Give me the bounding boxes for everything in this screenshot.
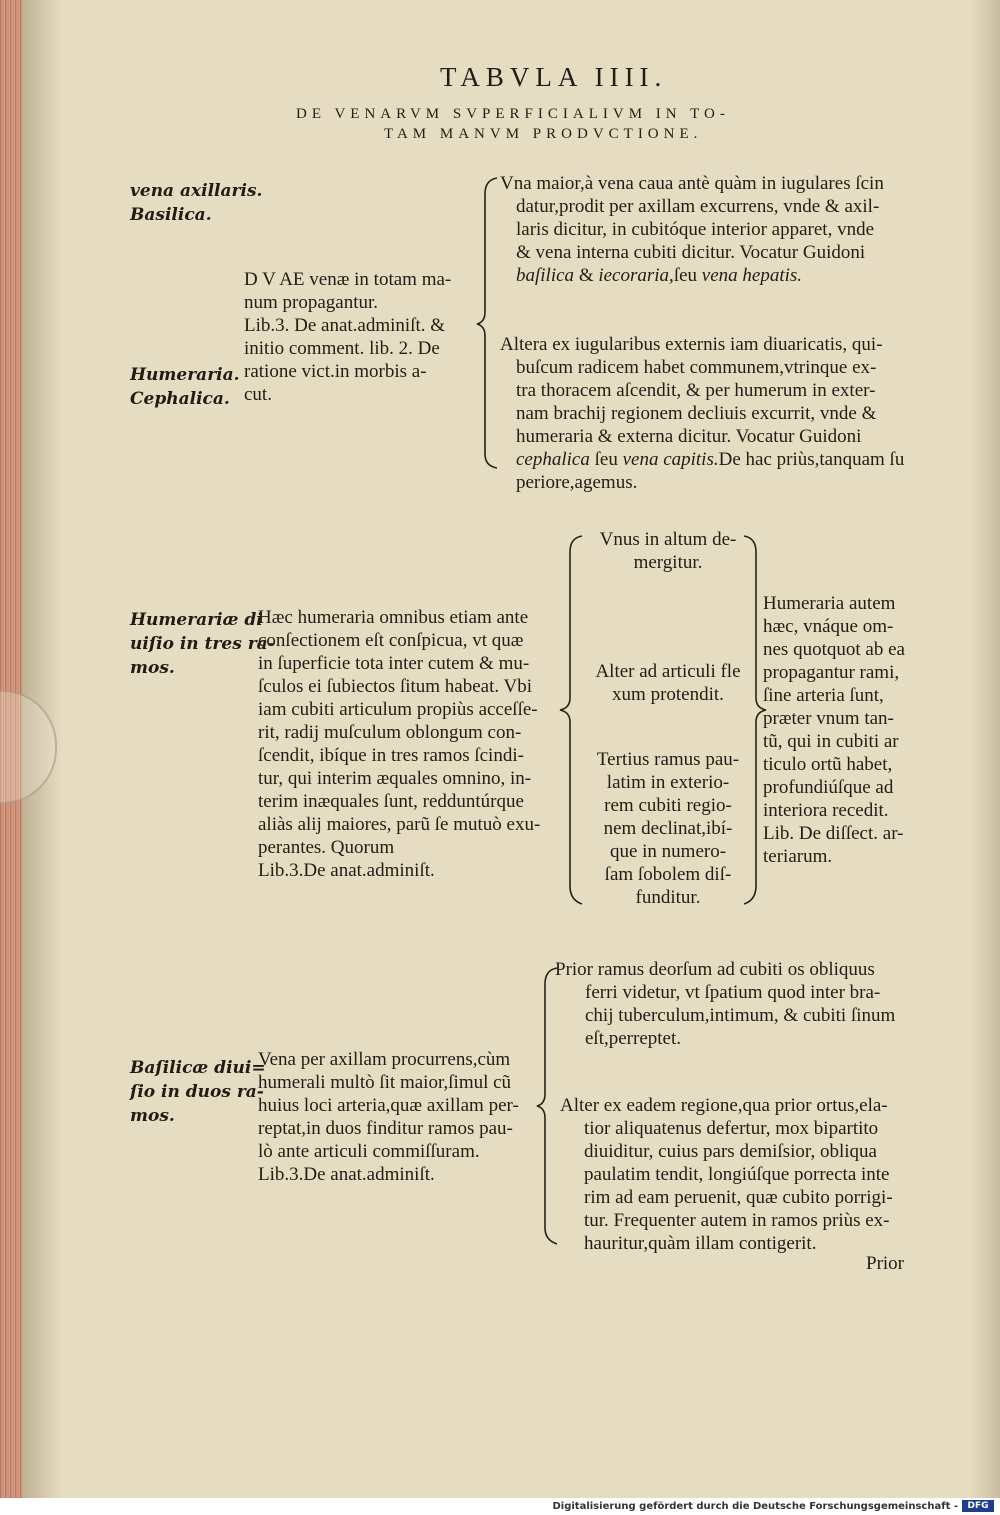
- text-line: huius loci arteria,quæ axillam per-: [258, 1095, 519, 1116]
- text-line: ferri videtur, vt ſpatium quod inter bra-: [585, 982, 881, 1003]
- footer-text: Digitalisierung gefördert durch die Deutsche Forschungsgemeinschaft -: [552, 1501, 958, 1512]
- text-line: præter vnum tan-: [763, 708, 894, 729]
- text-line: [500, 448, 930, 471]
- branch-vnus: [578, 528, 758, 574]
- text-line: conſectionem eſt conſpicua, vt quæ: [258, 630, 524, 651]
- text-line: & vena interna cubiti dicitur. Vocatur Guidoni: [516, 242, 866, 263]
- section3-right-b: [560, 1094, 940, 1255]
- margin-label-cephalica: Cephalica.: [130, 389, 230, 409]
- text-line: eſt,perreptet.: [585, 1028, 682, 1049]
- text-line: ratione vict.in morbis a-: [244, 361, 427, 382]
- text-line: Vena per axillam procurrens,cùm: [258, 1049, 511, 1070]
- text-run: De hac priùs,tanquam ſu: [718, 449, 905, 470]
- text-line: Alter ad articuli fle: [595, 661, 741, 682]
- text-run: ſeu: [589, 449, 623, 470]
- text-line: in ſuperficie tota inter cutem & mu-: [258, 653, 530, 674]
- label-line: ſio in duos ra-: [130, 1082, 264, 1102]
- text-line: Prior ramus deorſum ad cubiti os obliquus: [555, 959, 875, 980]
- catchword: Prior: [866, 1253, 904, 1274]
- text-line: mergitur.: [633, 552, 703, 573]
- text-line: tior aliquatenus defertur, mox bipartito: [584, 1118, 879, 1139]
- section2-right-text: [763, 592, 963, 868]
- text-line: latim in exterio-: [606, 772, 730, 793]
- text-line: perantes. Quorum: [258, 837, 395, 858]
- text-line: Vnus in altum de-: [599, 529, 737, 550]
- text-line: rit, radij muſculum oblongum con-: [258, 722, 522, 743]
- branch-tertius: [578, 748, 758, 909]
- text-line: Lib.3.De anat.adminiſt.: [258, 860, 435, 881]
- text-line: laris dicitur, in cubitóque interior apparet, vnde: [516, 219, 875, 240]
- italic-term: vena capitis.: [622, 449, 719, 470]
- text-line: ſculos ei ſubiectos ſitum habeat. Vbi: [258, 676, 533, 697]
- text-line: ſine arteria ſunt,: [763, 685, 884, 706]
- text-line: buſcum radicem habet communem,vtrinque ex-: [516, 357, 877, 378]
- italic-term: baſilica: [516, 265, 575, 286]
- section1-middle-text: [244, 268, 484, 406]
- text-line: hauritur,quàm illam contigerit.: [584, 1233, 817, 1254]
- text-line: nem declinat,ibí-: [603, 818, 733, 839]
- text-line: D V AE venæ in totam ma-: [244, 269, 452, 290]
- text-line: teriarum.: [763, 846, 833, 867]
- text-line: chij tuberculum,intimum, & cubiti ſinum: [585, 1005, 896, 1026]
- text-line: Lib. De diſſect. ar-: [763, 823, 904, 844]
- text-line: diuiditur, cuius pars demiſsior, obliqua: [584, 1141, 877, 1162]
- outer-shadow: [970, 0, 1000, 1498]
- text-line: iam cubiti articulum propiùs acceſſe-: [258, 699, 538, 720]
- text-line: humerali multò ſit maior,ſimul cũ: [258, 1072, 512, 1093]
- margin-label-basilicae-divisio: [130, 1056, 266, 1128]
- section2-left-text: [258, 606, 568, 882]
- text-line: tũ, qui in cubiti ar: [763, 731, 899, 752]
- text-line: Lib.3.De anat.adminiſt.: [258, 1164, 435, 1185]
- italic-term: vena hepatis.: [701, 265, 803, 286]
- margin-label-humeraria: Humeraria.: [130, 365, 240, 385]
- text-line: xum protendit.: [612, 684, 724, 705]
- text-line: aliàs alij maiores, parũ ſe mutuò exu-: [258, 814, 541, 835]
- branch-alter: [578, 660, 758, 706]
- page-subtitle-line2: TAM MANVM PRODVCTIONE.: [384, 126, 703, 142]
- label-line: Humerariæ di: [130, 610, 263, 630]
- text-line: Alter ex eadem regione,qua prior ortus,ela-: [560, 1095, 888, 1116]
- text-line: cut.: [244, 384, 272, 405]
- label-line: mos.: [130, 658, 175, 678]
- text-line: Lib.3. De anat.adminiſt. &: [244, 315, 446, 336]
- italic-term: iecoraria,: [598, 265, 674, 286]
- section1-right-a: [500, 172, 930, 287]
- text-line: Altera ex iugularibus externis iam diuaricatis, qui-: [500, 334, 883, 355]
- text-line: profundiúſque ad: [763, 777, 894, 798]
- section3-left-text: [258, 1048, 548, 1186]
- digitization-footer: [0, 1498, 1000, 1515]
- text-line: Vna maior,à vena caua antè quàm in iugulares ſcin: [500, 173, 884, 194]
- text-line: nam brachij regionem decliuis excurrit, vnde &: [516, 403, 877, 424]
- text-line: rim ad eam peruenit, quæ cubito porrigi-: [584, 1187, 893, 1208]
- text-line: humeraria & externa dicitur. Vocatur Guidoni: [516, 426, 862, 447]
- text-line: funditur.: [635, 887, 701, 908]
- label-line: Baſilicæ diui=: [130, 1058, 266, 1078]
- section1-right-b: [500, 333, 930, 494]
- text-line: ſcendit, ibíque in tres ramos ſcindi-: [258, 745, 524, 766]
- text-line: initio comment. lib. 2. De: [244, 338, 440, 359]
- text-line: Hæc humeraria omnibus etiam ante: [258, 607, 529, 628]
- text-line: Tertius ramus pau-: [596, 749, 740, 770]
- text-run: &: [574, 265, 599, 286]
- text-line: terim inæquales ſunt, redduntúrque: [258, 791, 524, 812]
- text-line: [500, 264, 930, 287]
- text-run: ſeu: [673, 265, 702, 286]
- label-line: mos.: [130, 1106, 175, 1126]
- margin-label-vena-axillaris: vena axillaris.: [130, 181, 263, 201]
- text-line: ſam ſobolem diſ-: [604, 864, 732, 885]
- margin-label-basilica: Basilica.: [130, 205, 212, 225]
- text-line: propagantur rami,: [763, 662, 900, 683]
- page-title: TABVLA IIII.: [440, 62, 668, 92]
- italic-term: cephalica: [516, 449, 590, 470]
- text-line: reptat,in duos finditur ramos pau-: [258, 1118, 513, 1139]
- text-line: periore,agemus.: [516, 472, 638, 493]
- dfg-logo: DFG: [962, 1500, 994, 1512]
- text-line: lò ante articuli commiſſuram.: [258, 1141, 480, 1162]
- text-line: tra thoracem aſcendit, & per humerum in exter-: [516, 380, 876, 401]
- text-line: que in numero-: [609, 841, 727, 862]
- page-subtitle-line1: DE VENARVM SVPERFICIALIVM IN TO-: [296, 106, 730, 122]
- label-line: uiſio in tres ra-: [130, 634, 275, 654]
- text-line: num propagantur.: [244, 292, 379, 313]
- text-line: tur, qui interim æquales omnino, in-: [258, 768, 532, 789]
- text-line: datur,prodit per axillam excurrens, vnde & axil-: [516, 196, 880, 217]
- text-line: interiora recedit.: [763, 800, 889, 821]
- text-line: ticulo ortũ habet,: [763, 754, 893, 775]
- margin-label-humerariae-divisio: [130, 608, 275, 680]
- section3-right-a: [555, 958, 935, 1050]
- text-line: paulatim tendit, longiúſque porrecta inte: [584, 1164, 890, 1185]
- text-line: tur. Frequenter autem in ramos priùs ex-: [584, 1210, 890, 1231]
- text-line: rem cubiti regio-: [604, 795, 732, 816]
- text-line: Humeraria autem: [763, 593, 896, 614]
- text-line: nes quotquot ab ea: [763, 639, 905, 660]
- text-line: hæc, vnáque om-: [763, 616, 894, 637]
